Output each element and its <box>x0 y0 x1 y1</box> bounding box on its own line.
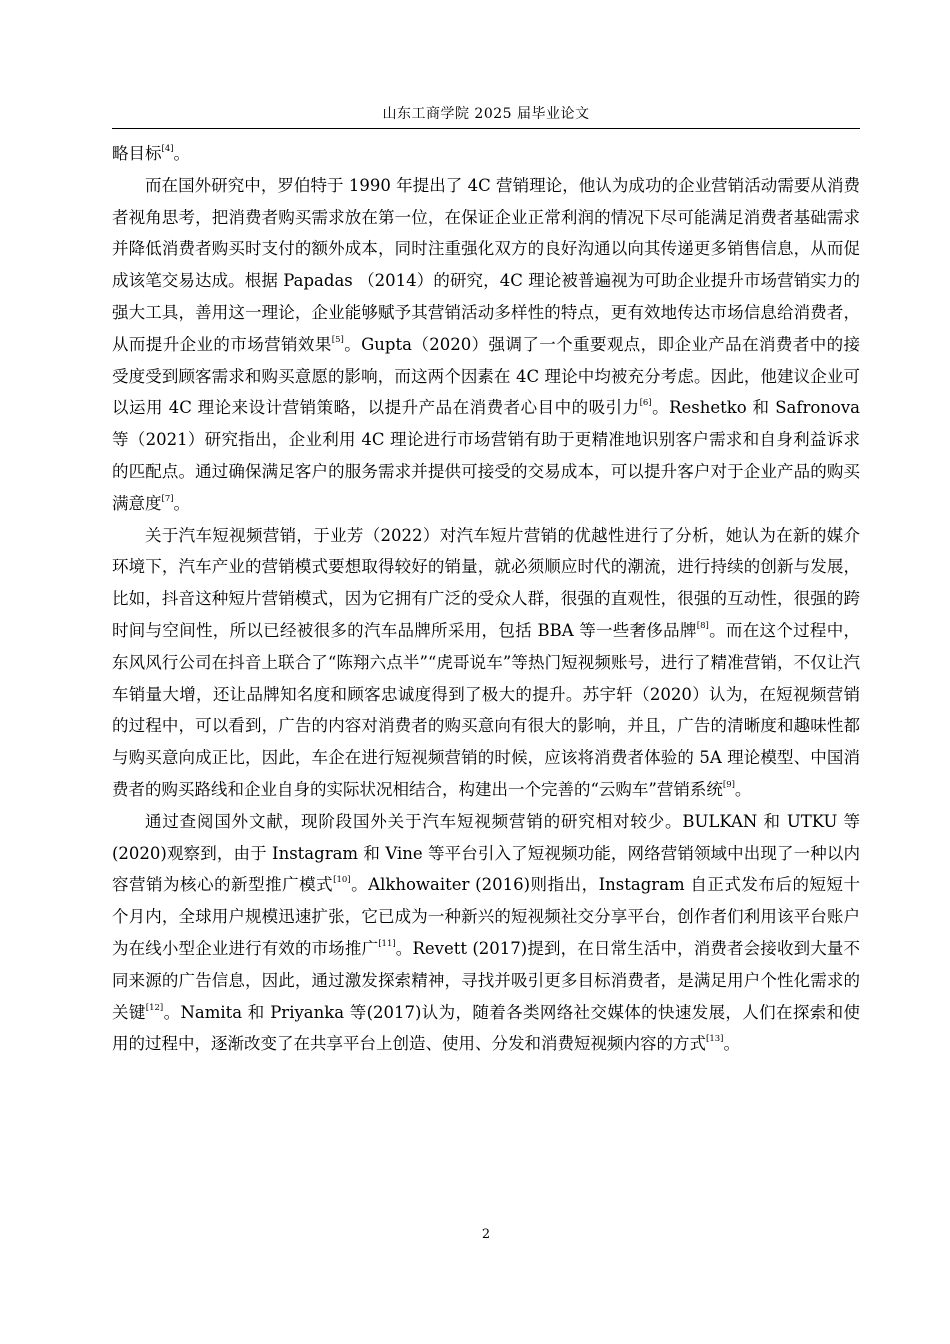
text-segment: 。Reshetko 和 Safronova 等（2021）研究指出，企业利用 4C 理论进行市场营销有助于更精准地识别客户需求和自身利益诉求的匹配点。通过确保满足客户的服务需求并提供可接受的交易成本，可以提升客户对于企业产品的购买满意度 <box>112 398 860 513</box>
citation-marker: [6] <box>639 398 652 409</box>
text-segment: 通过查阅国外文献，现阶段国外关于汽车短视频营销的研究相对较少。BULKAN 和 UTKU 等(2020)观察到，由于 Instagram 和 Vine 等平台引入了短视频功能，网络营销领域中出现了一种以内容营销为核心的新型推广模式 <box>112 811 860 895</box>
text-segment: 。 <box>723 1034 740 1054</box>
paragraph-continuation <box>112 138 860 170</box>
text-segment: 。 <box>734 779 752 799</box>
page-number: 2 <box>481 1227 491 1242</box>
text-segment: 。Revett (2017)提到，在日常生活中，消费者会接收到大量不同来源的广告信息，因此，通过激发探索精神，寻找并吸引更多目标消费者，是满足用户个性化需求的关键 <box>112 938 860 1022</box>
citation-marker: [8] <box>696 620 709 631</box>
citation-marker: [4] <box>161 144 174 154</box>
page-header: 山东工商学院 2025 届毕业论文 <box>382 106 590 122</box>
text-segment: 。Alkhowaiter (2016)则指出，Instagram 自正式发布后的短短十个月内，全球用户规模迅速扩张，它已成为一种新兴的短视频社交分享平台，创作者们利用该平台账户为在线小型企业进行有效的市场推广 <box>112 875 861 958</box>
text-segment: 。Namita 和 Priyanka 等(2017)认为，随着各类网络社交媒体的快速发展，人们在探索和使用的过程中，逐渐改变了在共享平台上创造、使用、分发和消费短视频内容的方式 <box>112 1002 861 1054</box>
citation-marker: [13] <box>706 1034 724 1045</box>
paragraph-4c-theory <box>112 170 860 520</box>
text-segment: 略目标 <box>112 144 162 163</box>
citation-marker: [9] <box>722 779 735 790</box>
citation-marker: [7] <box>161 493 174 504</box>
paragraph-short-video-marketing <box>112 520 860 806</box>
citation-marker: [5] <box>331 334 344 345</box>
text-segment: 。 <box>173 144 191 163</box>
text-segment: 。 <box>173 493 191 513</box>
text-segment: 而在国外研究中，罗伯特于 1990 年提出了 4C 营销理论，他认为成功的企业营销活动需要从消费者视角思考，把消费者购买需求放在第一位，在保证企业正常利润的情况下尽可能满足消费者基础需求并降低消费者购买时支付的额外成本，同时注重强化双方的良好沟通以向其传递更多销售信息，从而促成该笔交易达成。根据 Papadas （2014）的研究，4C 理论被普遍视为可助企业提升市场营销实力的强大工具，善用这一理论，企业能够赋予其营销活动多样性的特点，更有效地传达市场信息给消费者，从而提升企业的市场营销效果 <box>112 175 860 354</box>
body-text <box>112 138 860 1060</box>
text-segment: 。而在这个过程中，东风风行公司在抖音上联合了“陈翔六点半”“虎哥说车”等热门短视频账号，进行了精准营销，不仅让汽车销量大增，还让品牌知名度和顾客忠诚度得到了极大的提升。苏宇轩（2020）认为，在短视频营销的过程中，可以看到，广告的内容对消费者的购买意向有很大的影响，并且，广告的清晰度和趣味性都与购买意向成正比，因此，车企在进行短视频营销的时候，应该将消费者体验的 5A 理论模型、中国消费者的购买路线和企业自身的实际状况相结合，构建出一个完善的“云购车”营销系统 <box>112 620 861 799</box>
text-segment: 。Gupta（2020）强调了一个重要观点，即企业产品在消费者中的接受度受到顾客需求和购买意愿的影响，而这两个因素在 4C 理论中均被充分考虑。因此，他建议企业可以运用 4C 理论来设计营销策略，以提升产品在消费者心目中的吸引力 <box>112 334 860 418</box>
text-segment: 关于汽车短视频营销，于业芳（2022）对汽车短片营销的优越性进行了分析，她认为在新的媒介环境下，汽车产业的营销模式要想取得较好的销量，就必须顺应时代的潮流，进行持续的创新与发展，比如，抖音这种短片营销模式，因为它拥有广泛的受众人群，很强的直观性，很强的互动性，很强的跨时间与空间性，所以已经被很多的汽车品牌所采用，包括 BBA 等一些奢侈品牌 <box>112 525 860 640</box>
paragraph-foreign-literature <box>112 806 860 1060</box>
header-rule <box>112 128 860 129</box>
citation-marker: [12] <box>145 1002 164 1013</box>
citation-marker: [11] <box>378 938 396 949</box>
citation-marker: [10] <box>333 875 351 886</box>
